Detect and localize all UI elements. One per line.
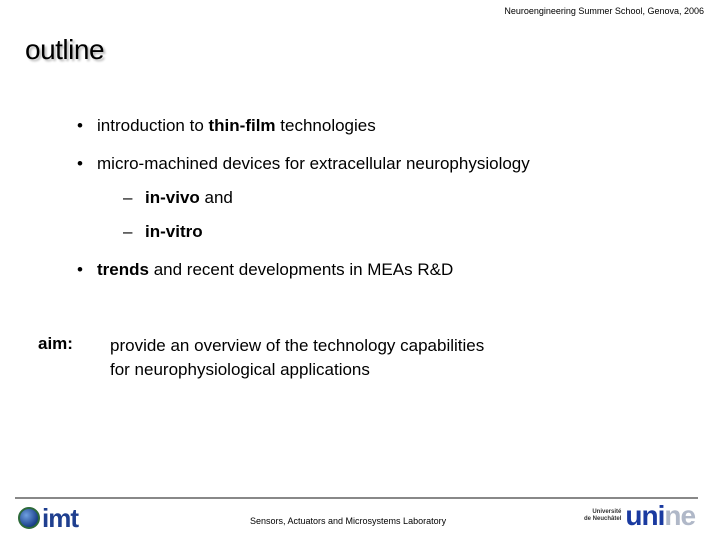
- aim-line-2: for neurophysiological applications: [110, 360, 370, 379]
- globe-icon: [18, 507, 40, 529]
- bullet-dot: •: [77, 154, 83, 173]
- bullet-item-2: [77, 154, 530, 174]
- bullet-text: micro-machined devices for extracellular neurophysiology: [97, 154, 530, 173]
- unine-wordmark-b: ne: [664, 500, 696, 531]
- footer-divider: [15, 497, 698, 499]
- bullet-text: technologies: [275, 116, 376, 135]
- sub-dash: –: [123, 188, 133, 207]
- sub-dash: –: [123, 222, 133, 241]
- bullet-dot: •: [77, 116, 83, 135]
- imt-logo-text: imt: [42, 503, 78, 533]
- slide-title: outline: [25, 34, 105, 65]
- bullet-item-1: [77, 116, 376, 136]
- bullet-item-3: [77, 260, 453, 280]
- sub-item-2: [123, 222, 203, 242]
- bullet-text: and recent developments in MEAs R&D: [148, 260, 454, 279]
- header-note: Neuroengineering Summer School, Genova, 2006: [504, 6, 704, 16]
- unine-logo-label: [584, 509, 621, 523]
- footer-lab-name: Sensors, Actuators and Microsystems Laboratory: [250, 516, 447, 526]
- bullet-text: introduction to: [97, 116, 209, 135]
- sub-item-1: [123, 188, 233, 208]
- unine-wordmark-a: uni: [625, 500, 665, 531]
- bullet-bold-text: trends: [97, 260, 149, 279]
- unine-logo-wordmark: [625, 502, 695, 530]
- aim-label: aim:: [38, 334, 73, 353]
- aim-text: [110, 334, 484, 382]
- aim-line-1: provide an overview of the technology capabilities: [110, 336, 485, 355]
- unine-label-line-1: Université: [592, 509, 622, 515]
- imt-logo: [18, 505, 78, 531]
- sub-text: and: [199, 188, 233, 207]
- bullet-dot: •: [77, 260, 83, 279]
- unine-label-line-2: de Neuchâtel: [584, 516, 622, 522]
- sub-bold-text: in-vivo: [145, 188, 200, 207]
- bullet-bold-text: thin-film: [208, 116, 276, 135]
- sub-bold-text: in-vitro: [145, 222, 203, 241]
- unine-logo: [584, 502, 695, 530]
